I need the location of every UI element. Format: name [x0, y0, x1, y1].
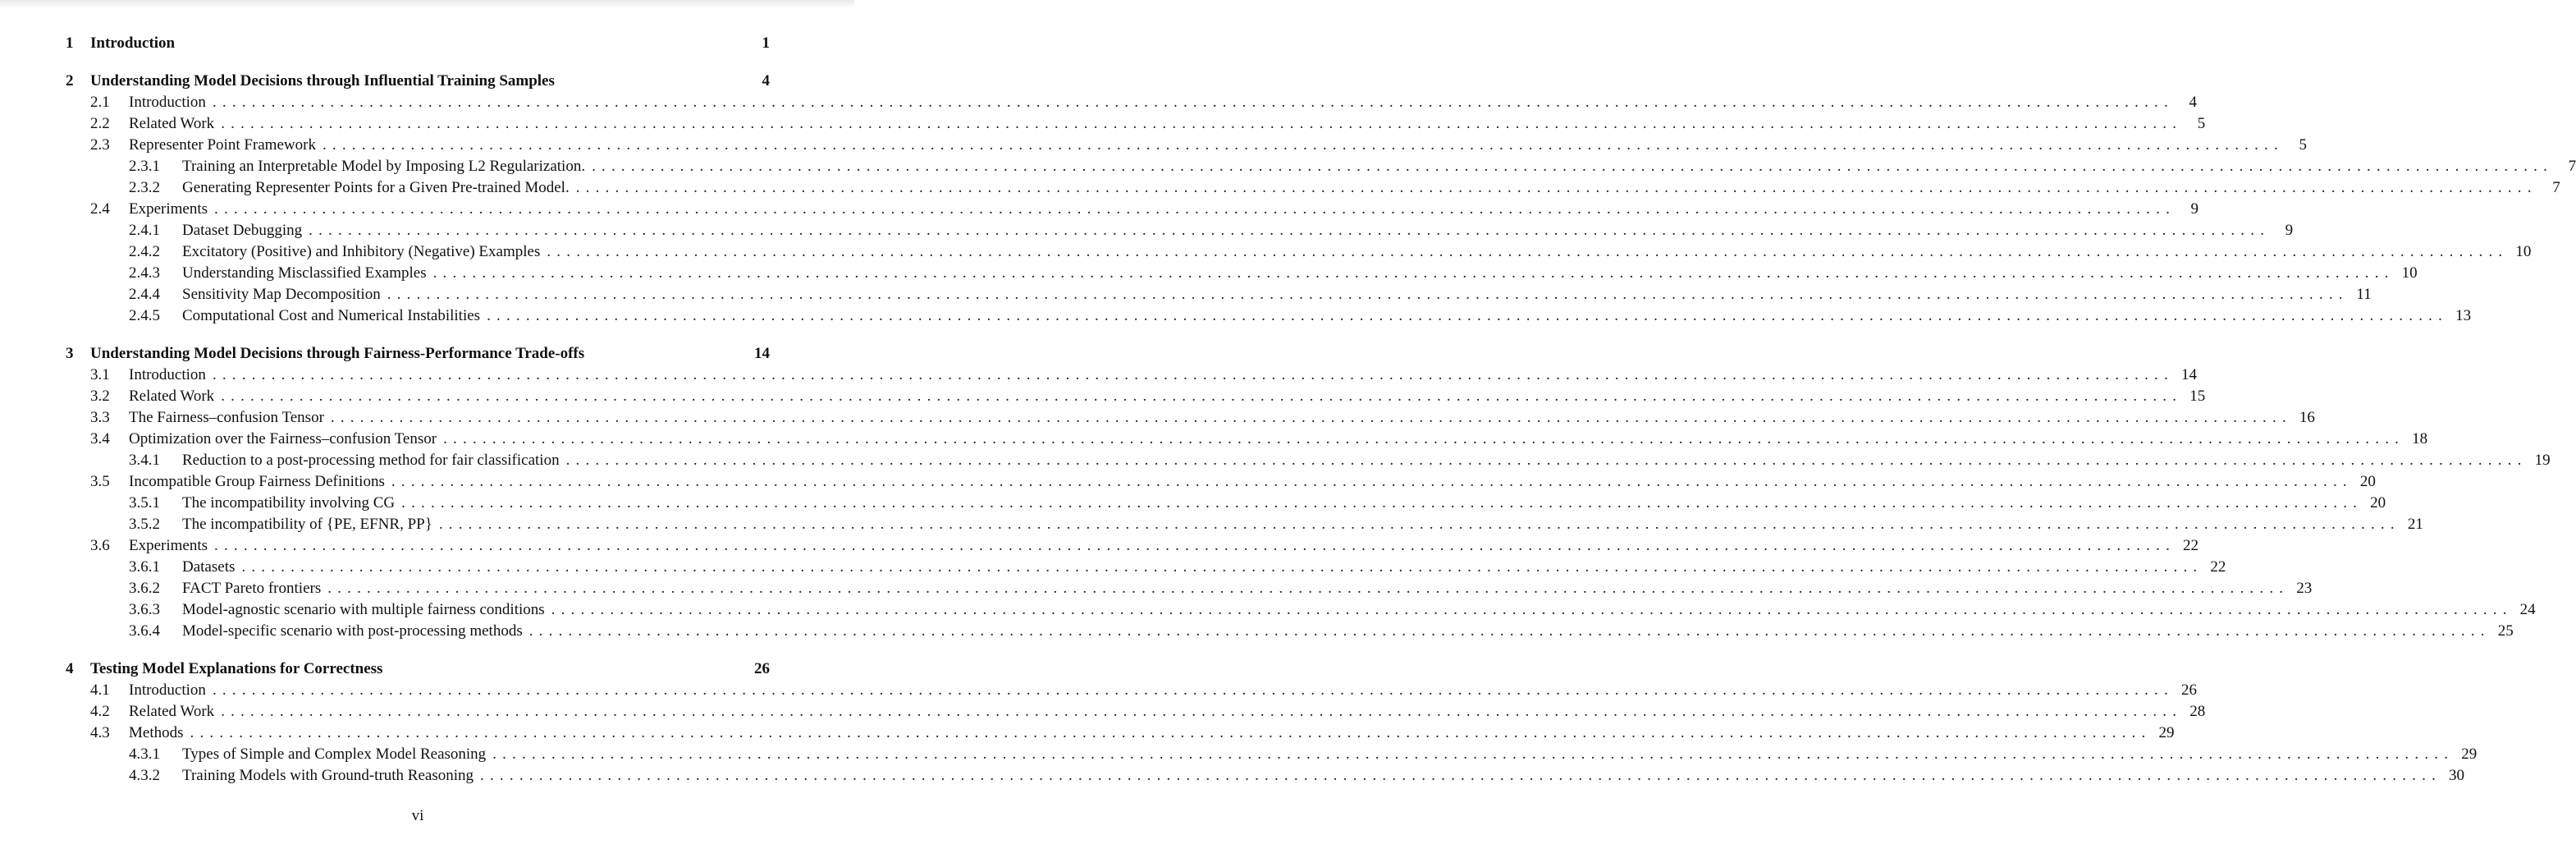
toc-entry-number: 3 — [66, 345, 74, 362]
toc-entry-page: 23 — [2296, 580, 2313, 597]
toc-entry-title: Related Work — [129, 388, 215, 405]
toc-dot-leader: ........................................................................................................................................................................................................ — [492, 746, 2455, 763]
toc-entry-number: 4.2 — [90, 703, 110, 720]
toc-entry-number: 3.6.1 — [129, 558, 160, 576]
toc-entry-page: 7 — [2568, 158, 2576, 175]
toc-entry-title: Computational Cost and Numerical Instabilities — [182, 307, 481, 324]
toc-entry-page: 1 — [762, 34, 770, 52]
toc-dot-leader: ........................................................................................................................................................................................................ — [330, 409, 2292, 426]
toc-entry-page: 29 — [2158, 724, 2175, 741]
toc-entry-number: 3.6.2 — [129, 580, 160, 597]
toc-entry-page: 14 — [754, 345, 770, 362]
toc-entry-number: 3.2 — [90, 388, 110, 405]
toc-entry-number: 2.4.1 — [129, 222, 160, 239]
toc-dot-leader: ........................................................................................................................................................................................................ — [322, 136, 2284, 154]
toc-entry-title: Types of Simple and Complex Model Reasoning — [182, 746, 487, 763]
toc-entry-number: 2.3.2 — [129, 179, 160, 196]
toc-entry-title: Experiments — [129, 537, 208, 554]
toc-entry-title: Model-agnostic scenario with multiple fairness conditions — [182, 601, 545, 618]
toc-entry-page: 13 — [2455, 307, 2472, 324]
toc-entry-page: 29 — [2461, 746, 2478, 763]
toc-section-entry[interactable] — [66, 621, 2514, 642]
toc-section-entry[interactable] — [66, 386, 2206, 407]
toc-entry-page: 4 — [762, 72, 770, 89]
toc-entry-page: 26 — [754, 660, 770, 677]
toc-entry-number: 2.4.2 — [129, 243, 160, 260]
toc-entry-title: Model-specific scenario with post-processing methods — [182, 622, 523, 640]
toc-dot-leader: ........................................................................................................................................................................................................ — [212, 681, 2174, 699]
toc-section-entry[interactable] — [66, 135, 2307, 156]
page-top-shadow — [0, 0, 854, 8]
toc-entry-title: Reduction to a post-processing method for fair classification — [182, 452, 560, 469]
toc-section-entry[interactable] — [66, 113, 2206, 135]
toc-section-entry[interactable] — [66, 514, 2423, 535]
toc-entry-number: 2.3.1 — [129, 158, 160, 175]
toc-dot-leader: ........................................................................................................................................................................................................ — [327, 580, 2290, 597]
toc-entry-page: 5 — [2299, 136, 2307, 154]
toc-dot-leader: ........................................................................................................................................................................................................ — [221, 703, 2183, 720]
toc-entry-number: 4.1 — [90, 681, 110, 699]
toc-entry-number: 3.1 — [90, 366, 110, 383]
toc-entry-title: Sensitivity Map Decomposition — [182, 286, 381, 303]
toc-entry-number: 3.4 — [90, 430, 110, 447]
toc-entry-title: Methods — [129, 724, 184, 741]
toc-entry-title: Understanding Model Decisions through Fairness-Performance Trade-offs — [90, 345, 585, 362]
toc-entry-page: 11 — [2356, 286, 2372, 303]
toc-section-entry[interactable] — [66, 284, 2372, 305]
toc-entry-number: 4 — [66, 660, 74, 677]
toc-entry-page: 24 — [2519, 601, 2536, 618]
toc-dot-leader: ........................................................................................................................................................................................................ — [575, 179, 2537, 196]
toc-entry-number: 2.3 — [90, 136, 110, 154]
page-number: vi — [411, 807, 424, 824]
toc-section-entry[interactable] — [66, 199, 2199, 220]
toc-entry-title: Introduction — [129, 94, 206, 111]
toc-dot-leader: ........................................................................................................................................................................................................ — [221, 115, 2183, 132]
toc-dot-leader: ........................................................................................................................................................................................................ — [212, 94, 2174, 111]
toc-entry-number: 3.3 — [90, 409, 110, 426]
toc-section-entry[interactable] — [66, 723, 2175, 744]
toc-dot-leader: ........................................................................................................................................................................................................ — [190, 724, 2152, 741]
toc-section-entry[interactable] — [66, 578, 2313, 599]
toc-dot-leader: ........................................................................................................................................................................................................ — [480, 767, 2442, 784]
toc-entry-number: 4.3.1 — [129, 746, 160, 763]
toc-entry-title: Testing Model Explanations for Correctness — [90, 660, 383, 677]
toc-entry-title: Datasets — [182, 558, 236, 576]
toc-entry-number: 3.5 — [90, 473, 110, 490]
table-of-contents — [66, 33, 2576, 787]
toc-section-entry[interactable] — [66, 156, 2576, 177]
toc-entry-title: Related Work — [129, 115, 215, 132]
toc-dot-leader: ........................................................................................................................................................................................................ — [432, 264, 2395, 282]
toc-entry-page: 15 — [2189, 388, 2206, 405]
toc-dot-leader: ........................................................................................................................................................................................................ — [214, 200, 2176, 218]
toc-entry-title: Generating Representer Points for a Given Pre-trained Model. — [182, 179, 570, 196]
toc-entry-title: Understanding Misclassified Examples — [182, 264, 427, 282]
toc-entry-page: 19 — [2534, 452, 2551, 469]
toc-section-entry[interactable] — [66, 220, 2294, 241]
toc-section-entry[interactable] — [66, 701, 2206, 723]
toc-entry-title: Introduction — [129, 681, 206, 699]
toc-dot-leader: ........................................................................................................................................................................................................ — [487, 307, 2449, 324]
toc-entry-number: 2.4.3 — [129, 264, 160, 282]
toc-dot-leader: ........................................................................................................................................................................................................ — [391, 473, 2353, 490]
toc-entry-title: Optimization over the Fairness–confusion Tensor — [129, 430, 437, 447]
toc-entry-page: 9 — [2285, 222, 2294, 239]
toc-entry-title: Training Models with Ground-truth Reasoning — [182, 767, 474, 784]
toc-section-entry[interactable] — [66, 765, 2465, 787]
toc-dot-leader: ........................................................................................................................................................................................................ — [387, 286, 2349, 303]
toc-dot-leader: ........................................................................................................................................................................................................ — [547, 243, 2509, 260]
toc-entry-page: 18 — [2412, 430, 2428, 447]
toc-entry-page: 4 — [2189, 94, 2197, 111]
toc-entry-page: 10 — [2515, 243, 2532, 260]
toc-entry-number: 2.4.5 — [129, 307, 160, 324]
toc-entry-title: Experiments — [129, 200, 208, 218]
toc-section-entry[interactable] — [66, 241, 2532, 263]
toc-section-entry[interactable] — [66, 680, 2197, 701]
toc-entry-title: Introduction — [129, 366, 206, 383]
toc-entry-title: Related Work — [129, 703, 215, 720]
toc-chapter-entry[interactable] — [66, 658, 770, 680]
toc-section-entry[interactable] — [66, 557, 2226, 578]
toc-section-entry[interactable] — [66, 493, 2386, 514]
toc-entry-page: 30 — [2449, 767, 2465, 784]
toc-entry-title: Excitatory (Positive) and Inhibitory (Negative) Examples — [182, 243, 541, 260]
toc-entry-title: Incompatible Group Fairness Definitions — [129, 473, 385, 490]
toc-entry-number: 3.6.3 — [129, 601, 160, 618]
toc-chapter-entry[interactable] — [66, 71, 770, 92]
toc-entry-number: 2.4 — [90, 200, 110, 218]
toc-dot-leader: ........................................................................................................................................................................................................ — [309, 222, 2271, 239]
toc-entry-page: 14 — [2180, 366, 2197, 383]
toc-dot-leader: ........................................................................................................................................................................................................ — [528, 622, 2491, 640]
toc-entry-page: 25 — [2497, 622, 2514, 640]
toc-section-entry[interactable] — [66, 305, 2472, 327]
toc-entry-page: 22 — [2210, 558, 2226, 576]
toc-entry-number: 1 — [66, 34, 74, 52]
toc-section-entry[interactable] — [66, 177, 2560, 199]
toc-entry-title: Representer Point Framework — [129, 136, 316, 154]
toc-entry-number: 3.5.2 — [129, 516, 160, 533]
toc-dot-leader: ........................................................................................................................................................................................................ — [443, 430, 2405, 447]
toc-dot-leader: ........................................................................................................................................................................................................ — [565, 452, 2528, 469]
toc-section-entry[interactable] — [66, 471, 2376, 493]
toc-entry-page: 10 — [2401, 264, 2418, 282]
toc-section-entry[interactable] — [66, 365, 2197, 386]
toc-entry-page: 5 — [2197, 115, 2206, 132]
toc-dot-leader: ........................................................................................................................................................................................................ — [551, 601, 2513, 618]
toc-entry-title: FACT Pareto frontiers — [182, 580, 322, 597]
toc-entry-number: 2.4.4 — [129, 286, 160, 303]
toc-entry-number: 3.6 — [90, 537, 110, 554]
toc-chapter-entry[interactable] — [66, 33, 770, 54]
toc-entry-number: 3.4.1 — [129, 452, 160, 469]
toc-chapter-entry[interactable] — [66, 343, 770, 365]
toc-entry-title: Training an Interpretable Model by Imposing L2 Regularization. — [182, 158, 586, 175]
toc-dot-leader: ........................................................................................................................................................................................................ — [438, 516, 2400, 533]
toc-entry-number: 4.3.2 — [129, 767, 160, 784]
toc-section-entry[interactable] — [66, 535, 2199, 557]
toc-entry-number: 2.1 — [90, 94, 110, 111]
toc-entry-page: 22 — [2183, 537, 2199, 554]
toc-dot-leader: ........................................................................................................................................................................................................ — [214, 537, 2176, 554]
toc-section-entry[interactable] — [66, 429, 2428, 450]
toc-entry-title: Dataset Debugging — [182, 222, 303, 239]
toc-entry-page: 21 — [2407, 516, 2423, 533]
toc-dot-leader: ........................................................................................................................................................................................................ — [592, 158, 2554, 175]
toc-entry-title: The incompatibility involving CG — [182, 494, 396, 512]
toc-entry-page: 20 — [2370, 494, 2386, 512]
toc-entry-page: 20 — [2359, 473, 2376, 490]
toc-entry-title: Understanding Model Decisions through Influential Training Samples — [90, 72, 555, 89]
toc-section-entry[interactable] — [66, 92, 2197, 113]
toc-entry-number: 2 — [66, 72, 74, 89]
toc-entry-title: Introduction — [90, 34, 176, 52]
toc-entry-page: 28 — [2189, 703, 2206, 720]
toc-entry-number: 3.6.4 — [129, 622, 160, 640]
toc-entry-title: The Fairness–confusion Tensor — [129, 409, 324, 426]
toc-dot-leader: ........................................................................................................................................................................................................ — [221, 388, 2183, 405]
toc-entry-page: 9 — [2190, 200, 2199, 218]
toc-dot-leader: ........................................................................................................................................................................................................ — [241, 558, 2203, 576]
toc-entry-page: 7 — [2552, 179, 2560, 196]
toc-entry-number: 4.3 — [90, 724, 110, 741]
toc-entry-page: 16 — [2299, 409, 2315, 426]
toc-dot-leader: ........................................................................................................................................................................................................ — [212, 366, 2174, 383]
toc-entry-number: 3.5.1 — [129, 494, 160, 512]
toc-section-entry[interactable] — [66, 263, 2418, 284]
toc-section-entry[interactable] — [66, 599, 2536, 621]
toc-entry-page: 26 — [2180, 681, 2197, 699]
toc-entry-title: The incompatibility of {PE, EFNR, PP} — [182, 516, 432, 533]
toc-entry-number: 2.2 — [90, 115, 110, 132]
toc-dot-leader: ........................................................................................................................................................................................................ — [401, 494, 2363, 512]
toc-section-entry[interactable] — [66, 450, 2551, 471]
toc-section-entry[interactable] — [66, 744, 2478, 765]
toc-section-entry[interactable] — [66, 407, 2315, 429]
